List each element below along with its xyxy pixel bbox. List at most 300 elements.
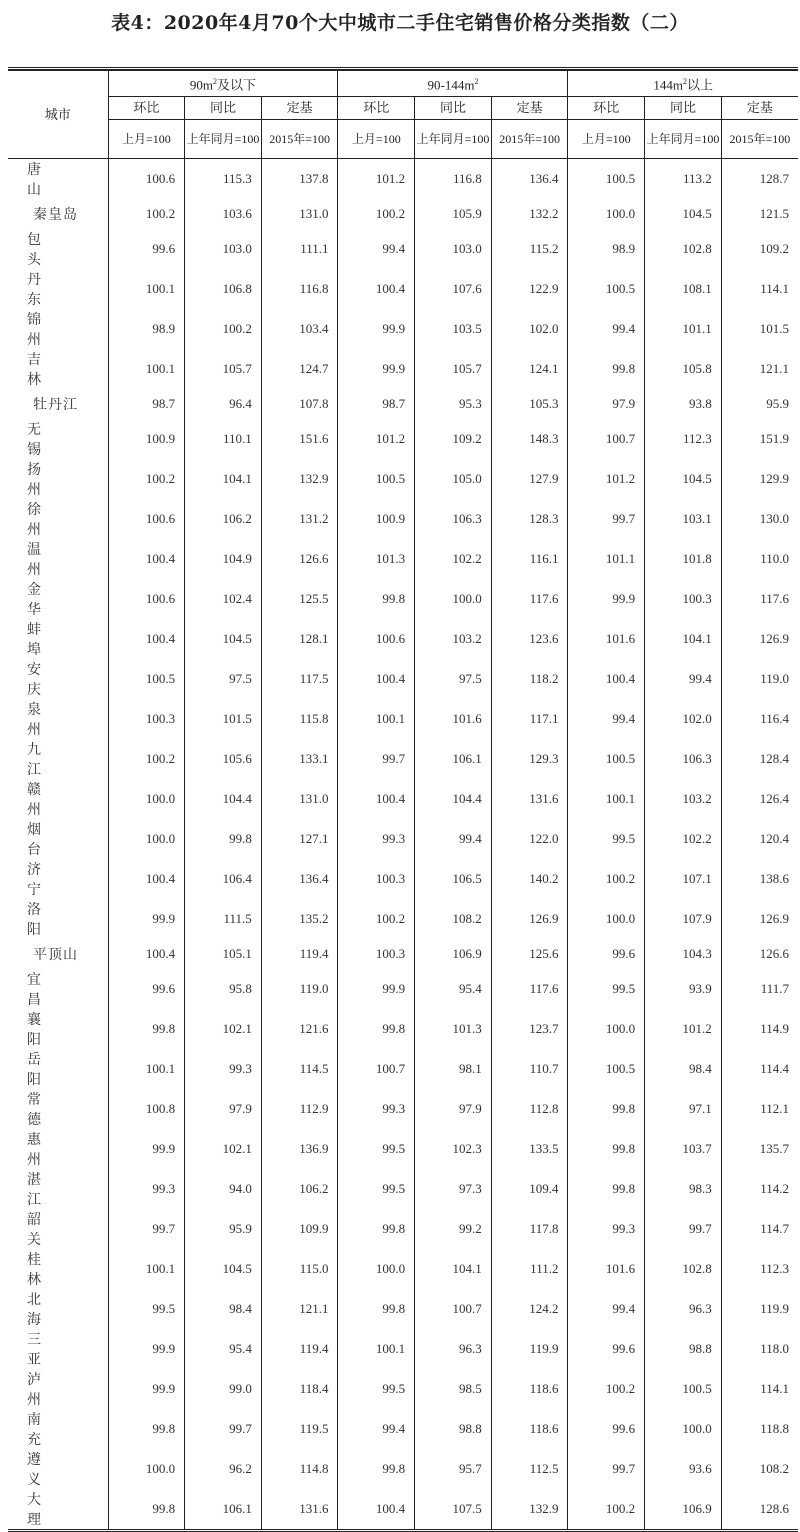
index-value-cell: 125.6 (491, 939, 568, 969)
index-value-cell: 101.6 (568, 619, 645, 659)
table-row (8, 579, 798, 619)
index-value-cell: 105.6 (185, 739, 262, 779)
index-value-cell: 109.2 (721, 229, 798, 269)
index-value-cell: 93.8 (645, 389, 722, 419)
index-type-header: 同比 (645, 97, 722, 120)
city-cell (8, 1249, 108, 1289)
city-cell (8, 1009, 108, 1049)
index-value-cell: 103.2 (415, 619, 492, 659)
index-value-cell: 119.0 (261, 969, 338, 1009)
index-value-cell: 98.3 (645, 1169, 722, 1209)
index-value-cell: 100.0 (415, 579, 492, 619)
index-value-cell: 100.1 (108, 349, 185, 389)
table-row (8, 1089, 798, 1129)
index-value-cell: 110.1 (185, 419, 262, 459)
index-value-cell: 124.2 (491, 1289, 568, 1329)
city-cell (8, 229, 108, 269)
index-value-cell: 98.4 (645, 1049, 722, 1089)
index-value-cell: 99.7 (568, 499, 645, 539)
index-type-header: 环比 (568, 97, 645, 120)
index-value-cell: 109.2 (415, 419, 492, 459)
city-cell (8, 619, 108, 659)
index-value-cell: 104.1 (185, 459, 262, 499)
city-name: 赣 州 (27, 783, 41, 818)
index-value-cell: 99.8 (338, 1289, 415, 1329)
index-value-cell: 100.4 (108, 539, 185, 579)
city-cell (8, 159, 108, 200)
index-value-cell: 118.2 (491, 659, 568, 699)
index-value-cell: 115.3 (185, 159, 262, 200)
index-value-cell: 99.8 (185, 819, 262, 859)
table-row (8, 1369, 798, 1409)
index-value-cell: 104.5 (645, 459, 722, 499)
index-value-cell: 107.5 (415, 1489, 492, 1529)
table-row (8, 1289, 798, 1329)
index-value-cell: 104.3 (645, 939, 722, 969)
city-cell (8, 1369, 108, 1409)
city-column-header: 城市 (8, 71, 108, 159)
index-value-cell: 129.9 (721, 459, 798, 499)
index-value-cell: 116.8 (415, 159, 492, 200)
city-cell (8, 389, 108, 419)
table-row (8, 1009, 798, 1049)
index-value-cell: 118.6 (491, 1409, 568, 1449)
city-name: 南 充 (27, 1413, 41, 1448)
index-value-cell: 106.8 (185, 269, 262, 309)
city-name: 大 理 (27, 1493, 41, 1528)
city-name: 锦 州 (27, 313, 41, 348)
index-type-header: 同比 (415, 97, 492, 120)
index-value-cell: 105.1 (185, 939, 262, 969)
city-name: 济 宁 (27, 863, 41, 898)
index-value-cell: 100.0 (338, 1249, 415, 1289)
index-value-cell: 99.4 (415, 819, 492, 859)
table-row (8, 739, 798, 779)
size-group-header (108, 71, 338, 97)
index-value-cell: 109.9 (261, 1209, 338, 1249)
city-cell (8, 1049, 108, 1089)
index-value-cell: 109.4 (491, 1169, 568, 1209)
city-cell (8, 819, 108, 859)
index-value-cell: 98.1 (415, 1049, 492, 1089)
index-value-cell: 137.8 (261, 159, 338, 200)
index-value-cell: 95.4 (185, 1329, 262, 1369)
table-row (8, 859, 798, 899)
index-value-cell: 100.6 (108, 159, 185, 200)
index-value-cell: 99.8 (338, 1209, 415, 1249)
city-name: 湛 江 (27, 1173, 41, 1208)
index-value-cell: 103.6 (185, 199, 262, 229)
index-value-cell: 131.2 (261, 499, 338, 539)
index-value-cell: 97.9 (568, 389, 645, 419)
index-value-cell: 128.7 (721, 159, 798, 200)
index-value-cell: 114.1 (721, 269, 798, 309)
index-value-cell: 102.8 (645, 229, 722, 269)
index-value-cell: 111.1 (261, 229, 338, 269)
index-value-cell: 98.8 (645, 1329, 722, 1369)
index-value-cell: 99.9 (108, 1329, 185, 1369)
index-value-cell: 120.4 (721, 819, 798, 859)
index-value-cell: 100.5 (645, 1369, 722, 1409)
index-value-cell: 112.9 (261, 1089, 338, 1129)
index-base-header: 2015年=100 (491, 120, 568, 159)
index-value-cell: 103.0 (185, 229, 262, 269)
index-value-cell: 100.2 (338, 199, 415, 229)
index-value-cell: 113.2 (645, 159, 722, 200)
index-value-cell: 101.2 (645, 1009, 722, 1049)
index-value-cell: 98.9 (108, 309, 185, 349)
table-row (8, 1209, 798, 1249)
index-value-cell: 100.1 (108, 1049, 185, 1089)
index-value-cell: 108.1 (645, 269, 722, 309)
index-value-cell: 117.8 (491, 1209, 568, 1249)
index-value-cell: 99.2 (415, 1209, 492, 1249)
index-value-cell: 99.7 (108, 1209, 185, 1249)
city-cell (8, 939, 108, 969)
index-value-cell: 95.7 (415, 1449, 492, 1489)
index-value-cell: 99.4 (568, 699, 645, 739)
city-name: 泸 州 (27, 1373, 41, 1408)
index-value-cell: 100.6 (108, 499, 185, 539)
index-value-cell: 100.0 (108, 1449, 185, 1489)
index-value-cell: 100.9 (338, 499, 415, 539)
index-value-cell: 119.4 (261, 1329, 338, 1369)
index-value-cell: 151.6 (261, 419, 338, 459)
city-name: 惠 州 (27, 1133, 41, 1168)
index-value-cell: 122.9 (491, 269, 568, 309)
table-header (8, 71, 798, 159)
city-cell (8, 699, 108, 739)
index-value-cell: 100.1 (568, 779, 645, 819)
city-name: 唐 山 (27, 163, 41, 198)
index-value-cell: 101.2 (568, 459, 645, 499)
table-row (8, 1249, 798, 1289)
index-value-cell: 99.3 (108, 1169, 185, 1209)
index-value-cell: 112.1 (721, 1089, 798, 1129)
table-body (8, 159, 798, 1530)
index-value-cell: 126.9 (721, 899, 798, 939)
index-value-cell: 100.0 (108, 819, 185, 859)
index-value-cell: 99.6 (568, 939, 645, 969)
city-name: 秦皇岛 (33, 208, 78, 223)
index-value-cell: 102.2 (415, 539, 492, 579)
index-value-cell: 114.8 (261, 1449, 338, 1489)
index-base-header: 上月=100 (108, 120, 185, 159)
index-value-cell: 99.8 (338, 1009, 415, 1049)
city-name: 丹 东 (27, 273, 41, 308)
table-row (8, 899, 798, 939)
index-value-cell: 99.3 (338, 1089, 415, 1129)
index-value-cell: 115.8 (261, 699, 338, 739)
table-row (8, 1489, 798, 1529)
index-value-cell: 107.9 (645, 899, 722, 939)
index-value-cell: 115.0 (261, 1249, 338, 1289)
index-value-cell: 99.7 (645, 1209, 722, 1249)
index-value-cell: 132.9 (491, 1489, 568, 1529)
index-value-cell: 99.5 (338, 1169, 415, 1209)
index-value-cell: 99.5 (338, 1129, 415, 1169)
index-value-cell: 114.9 (721, 1009, 798, 1049)
index-value-cell: 106.2 (185, 499, 262, 539)
index-value-cell: 104.1 (645, 619, 722, 659)
index-value-cell: 106.3 (415, 499, 492, 539)
index-value-cell: 103.0 (415, 229, 492, 269)
index-value-cell: 99.4 (338, 1409, 415, 1449)
index-value-cell: 110.7 (491, 1049, 568, 1089)
index-value-cell: 105.0 (415, 459, 492, 499)
index-value-cell: 101.6 (415, 699, 492, 739)
table-row (8, 229, 798, 269)
index-value-cell: 96.4 (185, 389, 262, 419)
index-value-cell: 100.8 (108, 1089, 185, 1129)
city-cell (8, 969, 108, 1009)
index-value-cell: 129.3 (491, 739, 568, 779)
index-value-cell: 104.9 (185, 539, 262, 579)
index-value-cell: 114.7 (721, 1209, 798, 1249)
city-cell (8, 1209, 108, 1249)
index-value-cell: 119.5 (261, 1409, 338, 1449)
city-cell (8, 269, 108, 309)
index-value-cell: 132.9 (261, 459, 338, 499)
index-value-cell: 136.9 (261, 1129, 338, 1169)
index-value-cell: 118.6 (491, 1369, 568, 1409)
index-value-cell: 100.1 (338, 1329, 415, 1369)
index-value-cell: 103.5 (415, 309, 492, 349)
index-value-cell: 100.1 (338, 699, 415, 739)
city-name: 遵 义 (27, 1453, 41, 1488)
index-value-cell: 118.8 (721, 1409, 798, 1449)
table-row (8, 419, 798, 459)
city-name: 金 华 (27, 583, 41, 618)
index-value-cell: 101.2 (338, 159, 415, 200)
index-type-header: 定基 (261, 97, 338, 120)
index-value-cell: 98.7 (338, 389, 415, 419)
index-value-cell: 97.1 (645, 1089, 722, 1129)
city-cell (8, 899, 108, 939)
index-value-cell: 99.7 (185, 1409, 262, 1449)
index-type-header: 定基 (491, 97, 568, 120)
city-cell (8, 579, 108, 619)
index-value-cell: 99.6 (568, 1409, 645, 1449)
index-value-cell: 104.4 (415, 779, 492, 819)
index-value-cell: 124.1 (491, 349, 568, 389)
index-value-cell: 99.6 (108, 969, 185, 1009)
city-cell (8, 459, 108, 499)
table-row (8, 1409, 798, 1449)
index-value-cell: 102.8 (645, 1249, 722, 1289)
index-value-cell: 118.0 (721, 1329, 798, 1369)
index-value-cell: 101.2 (338, 419, 415, 459)
index-value-cell: 106.1 (415, 739, 492, 779)
index-value-cell: 106.9 (645, 1489, 722, 1529)
index-value-cell: 101.5 (185, 699, 262, 739)
index-value-cell: 99.8 (338, 579, 415, 619)
index-value-cell: 126.9 (721, 619, 798, 659)
index-value-cell: 123.7 (491, 1009, 568, 1049)
index-value-cell: 108.2 (415, 899, 492, 939)
index-value-cell: 101.3 (338, 539, 415, 579)
index-value-cell: 99.8 (108, 1409, 185, 1449)
index-value-cell: 100.4 (338, 659, 415, 699)
index-value-cell: 100.2 (108, 739, 185, 779)
index-value-cell: 117.1 (491, 699, 568, 739)
index-value-cell: 94.0 (185, 1169, 262, 1209)
index-value-cell: 100.2 (338, 899, 415, 939)
index-value-cell: 96.3 (645, 1289, 722, 1329)
index-value-cell: 102.4 (185, 579, 262, 619)
table-row (8, 269, 798, 309)
index-value-cell: 100.1 (108, 269, 185, 309)
group-label-superscript: 2 (213, 76, 218, 86)
index-value-cell: 106.1 (185, 1489, 262, 1529)
index-value-cell: 99.7 (568, 1449, 645, 1489)
index-value-cell: 104.5 (645, 199, 722, 229)
index-value-cell: 151.9 (721, 419, 798, 459)
city-name: 宜 昌 (27, 973, 41, 1008)
index-value-cell: 100.0 (568, 1009, 645, 1049)
index-value-cell: 99.5 (568, 969, 645, 1009)
group-label: 144m (653, 77, 684, 93)
index-value-cell: 108.2 (721, 1449, 798, 1489)
index-value-cell: 98.9 (568, 229, 645, 269)
index-value-cell: 105.8 (645, 349, 722, 389)
index-value-cell: 101.5 (721, 309, 798, 349)
index-value-cell: 99.6 (568, 1329, 645, 1369)
index-value-cell: 119.0 (721, 659, 798, 699)
index-value-cell: 99.8 (568, 1169, 645, 1209)
table-row (8, 499, 798, 539)
index-value-cell: 99.9 (338, 969, 415, 1009)
index-value-cell: 100.4 (338, 269, 415, 309)
index-value-cell: 99.3 (568, 1209, 645, 1249)
index-value-cell: 128.4 (721, 739, 798, 779)
city-cell (8, 1489, 108, 1529)
index-value-cell: 107.8 (261, 389, 338, 419)
index-value-cell: 100.5 (568, 739, 645, 779)
index-value-cell: 132.2 (491, 199, 568, 229)
index-value-cell: 100.5 (568, 269, 645, 309)
index-value-cell: 102.3 (415, 1129, 492, 1169)
index-value-cell: 98.7 (108, 389, 185, 419)
index-value-cell: 138.6 (721, 859, 798, 899)
index-value-cell: 131.0 (261, 199, 338, 229)
index-value-cell: 114.5 (261, 1049, 338, 1089)
city-name: 北 海 (27, 1293, 41, 1328)
index-value-cell: 111.7 (721, 969, 798, 1009)
index-value-cell: 98.8 (415, 1409, 492, 1449)
index-value-cell: 104.1 (415, 1249, 492, 1289)
index-value-cell: 99.8 (568, 349, 645, 389)
table-row (8, 389, 798, 419)
index-value-cell: 100.6 (108, 579, 185, 619)
index-value-cell: 140.2 (491, 859, 568, 899)
index-value-cell: 135.7 (721, 1129, 798, 1169)
index-value-cell: 99.8 (568, 1089, 645, 1129)
index-value-cell: 148.3 (491, 419, 568, 459)
price-index-table-wrapper (8, 67, 798, 1532)
size-group-header (338, 71, 568, 97)
table-row (8, 1329, 798, 1369)
city-cell (8, 539, 108, 579)
index-value-cell: 99.9 (108, 1369, 185, 1409)
index-value-cell: 121.6 (261, 1009, 338, 1049)
index-value-cell: 114.1 (721, 1369, 798, 1409)
group-label-suffix: 及以下 (217, 77, 257, 93)
index-value-cell: 102.1 (185, 1129, 262, 1169)
index-value-cell: 117.6 (491, 579, 568, 619)
city-name: 烟 台 (27, 823, 41, 858)
city-cell (8, 659, 108, 699)
index-value-cell: 99.9 (568, 579, 645, 619)
index-value-cell: 95.9 (721, 389, 798, 419)
index-base-header: 2015年=100 (721, 120, 798, 159)
city-name: 岳 阳 (27, 1053, 41, 1088)
city-name: 泉 州 (27, 703, 41, 738)
index-value-cell: 97.3 (415, 1169, 492, 1209)
index-value-cell: 99.8 (108, 1009, 185, 1049)
index-value-cell: 106.3 (645, 739, 722, 779)
table-row (8, 819, 798, 859)
index-value-cell: 126.4 (721, 779, 798, 819)
index-value-cell: 100.7 (568, 419, 645, 459)
index-value-cell: 112.5 (491, 1449, 568, 1489)
index-value-cell: 111.2 (491, 1249, 568, 1289)
index-value-cell: 102.0 (645, 699, 722, 739)
index-value-cell: 100.4 (108, 619, 185, 659)
index-value-cell: 99.5 (108, 1289, 185, 1329)
city-name: 桂 林 (27, 1253, 41, 1288)
index-value-cell: 98.5 (415, 1369, 492, 1409)
index-value-cell: 101.3 (415, 1009, 492, 1049)
index-value-cell: 100.2 (568, 859, 645, 899)
index-value-cell: 119.9 (721, 1289, 798, 1329)
table-row (8, 199, 798, 229)
index-value-cell: 104.4 (185, 779, 262, 819)
index-value-cell: 95.8 (185, 969, 262, 1009)
index-type-header: 同比 (185, 97, 262, 120)
table-row (8, 619, 798, 659)
table-row (8, 779, 798, 819)
index-value-cell: 116.1 (491, 539, 568, 579)
index-value-cell: 114.4 (721, 1049, 798, 1089)
city-cell (8, 419, 108, 459)
index-base-header: 上月=100 (338, 120, 415, 159)
index-value-cell: 99.0 (185, 1369, 262, 1409)
index-value-cell: 100.3 (108, 699, 185, 739)
city-cell (8, 1169, 108, 1209)
index-value-cell: 99.4 (645, 659, 722, 699)
index-value-cell: 104.5 (185, 619, 262, 659)
index-value-cell: 103.1 (645, 499, 722, 539)
index-value-cell: 106.2 (261, 1169, 338, 1209)
index-value-cell: 126.9 (491, 899, 568, 939)
index-value-cell: 112.3 (645, 419, 722, 459)
city-cell (8, 739, 108, 779)
index-base-header: 上年同月=100 (645, 120, 722, 159)
index-value-cell: 99.3 (185, 1049, 262, 1089)
price-index-table (8, 70, 798, 1529)
index-value-cell: 100.2 (568, 1369, 645, 1409)
index-value-cell: 106.9 (415, 939, 492, 969)
index-value-cell: 102.0 (491, 309, 568, 349)
city-cell (8, 349, 108, 389)
city-cell (8, 779, 108, 819)
index-value-cell: 100.0 (568, 899, 645, 939)
index-value-cell: 99.4 (568, 1289, 645, 1329)
index-value-cell: 105.3 (491, 389, 568, 419)
index-value-cell: 100.5 (568, 159, 645, 200)
index-value-cell: 100.5 (108, 659, 185, 699)
